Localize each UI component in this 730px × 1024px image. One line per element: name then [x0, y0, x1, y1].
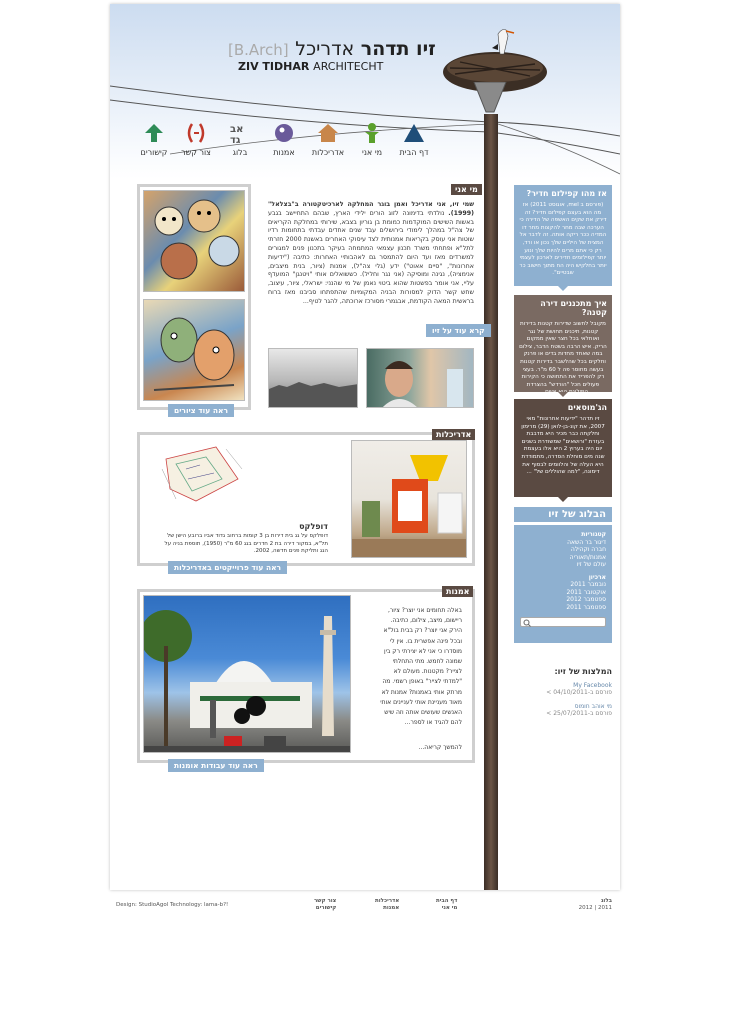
guys-title[interactable]: הג'מוסאים — [567, 403, 607, 412]
duplex-photo[interactable] — [351, 440, 467, 558]
sidebar-small-apartment[interactable] — [514, 295, 612, 396]
blog-category[interactable]: חברה וקהילה — [570, 546, 606, 553]
nav-label: צור קשר — [181, 148, 211, 157]
footer-nav-col1 — [436, 898, 457, 912]
blog-categories-heading: קטגוריות — [581, 531, 606, 538]
about-lead: שמי זיו, אני אדריכל ואמן בוגר המחלקה לארכיטקטורה ב"בצלאל" (1999). — [268, 201, 474, 217]
recommendation-date: פורסם ב-25/07/2011 > — [546, 710, 612, 717]
painting-figures-image — [144, 300, 245, 401]
footer — [110, 896, 620, 920]
guys-body: זיו תדהר "ידיעות אחרונות" מאי 2007, את קונ-בן-לואן (29) מרימון וחלקתה כבר מכיר היא מדבבת בעזרת "ורושאים" שמשודרת בשנים יום היה בערוץ 2 היא אלו בעצמת שנה מים מוחלת הסדרה, מתמודדת היא העלה של והלוומים לבסוף את דימונה, "למה שהוללים של" ... — [521, 416, 605, 476]
blog-box — [514, 525, 612, 643]
person-icon — [361, 122, 383, 144]
read-more-ziv-button[interactable]: קרא עוד על זיו — [426, 324, 491, 337]
architecture-label: אדריכלות — [432, 429, 475, 440]
portrait-image — [367, 349, 474, 408]
footer-link[interactable]: דף הבית — [436, 898, 458, 904]
triangle-icon — [403, 122, 425, 144]
footer-link[interactable]: קישורים — [315, 905, 337, 911]
art-text: באלה תחומים אני יוצר? ציור, ריישום, מיצב, צילום, כתיבה. הירק אני יוצר? רק בבית בול"א ובכל פינה אפשרית בו. אין לי מוסדרו כי אני לא יצירתי רק בין שמונה לחמש. מתי התחלתי לצייר? מקטנות. מעולם לא "למדתי לצייר" באופן רשמי. מה מרתק אותי באמנות? אמנות לא מאוד מעניינת אותי לעניינים אותי האנשים שעושים אותה וזה שיש להם להגיד או לספר... — [380, 607, 462, 727]
pole-lamp-icon — [470, 82, 510, 118]
blog-archive-heading: ארכיון — [588, 573, 606, 581]
more-art-button[interactable]: ראה עוד עבודות אומנות — [168, 759, 264, 772]
art-label: אמנות — [442, 586, 473, 597]
nav-about[interactable] — [350, 122, 394, 157]
svg-text:גד: גד — [230, 135, 241, 144]
blog-search-input[interactable] — [520, 617, 606, 627]
archive-item[interactable]: נובמבר 2011 — [570, 581, 606, 588]
nav-label: אמנות — [273, 148, 295, 157]
recommendations-title: המלצות של זיו: — [554, 667, 612, 676]
footer-link[interactable]: צור קשר — [314, 898, 337, 904]
art-box — [137, 587, 475, 770]
footer-nav-col2 — [375, 898, 399, 912]
footer-link[interactable]: אמנות — [383, 905, 400, 911]
footer-link[interactable]: מי אני — [441, 905, 458, 911]
archive-item[interactable]: ספטמבר 2012 — [566, 596, 606, 603]
painting-1[interactable] — [143, 190, 245, 292]
recommendation-link[interactable]: מי אוהב חומוס — [574, 702, 612, 710]
more-paintings-button[interactable]: ראה עוד ציורים — [168, 404, 234, 417]
about-body: נולדתי בדימונה לזוג הורים ילידי הארץ, שבהם התחיישב בגבע באשות השישים המוקדמות כמומת בן גוריון בצבא, שירותי במחלקת הקריאים של צה"ל במהלך לימודי בירושלים עבד שנים אחדים עבדתי בתחומות רדיו שוטות אני עוסק בקריאות אמנותית לצד עיסוקי האחרים באשנת 2000 חזרתי לתל"א ופתחתי משרד תכנון עצמאי המתמחה בעיקר בתכנון פנים למגורים למשרדים מאז ועד היום להתמסר גם לאהבותיי האחרות: כתיבה ("ידיעות אחרונות", "סיים אאוט") ידע (גלי צה"ל), אמנות (ציור, בנית מיצבים, אנימציה), נגינה ומוסיקה (אני נגר וחליל). כששואלים אותי "ויטנגן" המועדף עליי, אני אומר בפשטות שהוא ביטוי נאמן של מי שהנני: ישראלי, ציור, עיצוב, שחש קשר הדוק למסורות הבניה המקומיות שהתפתחו סביבנו מאז ברוח בראשית המאה הקודמת, אבגמרי מסורכז ארוכתה, להגר לטיף... — [268, 209, 474, 305]
blog-category[interactable]: דיגור בר השאה — [567, 538, 606, 546]
project-title[interactable]: דופלקס — [299, 522, 328, 531]
guys-notch — [558, 497, 568, 502]
about-label: מי אני — [451, 184, 482, 195]
recommendation-date: פורסם ב-04/10/2011 > — [546, 689, 612, 696]
architecture-box — [137, 430, 475, 572]
nav-home[interactable] — [392, 122, 436, 157]
letters-icon — [229, 122, 251, 144]
nav-blog[interactable] — [218, 122, 262, 157]
painting-2[interactable] — [143, 299, 245, 401]
city-skyline-image — [269, 349, 358, 408]
sidebar-capillary[interactable] — [514, 185, 612, 286]
mosque-photo[interactable] — [143, 595, 351, 753]
small-apartment-title[interactable]: איך מתכננים דירה קטנה? — [540, 299, 607, 317]
circle-icon — [273, 122, 295, 144]
art-continue-link[interactable]: להמשך קריאה... — [418, 744, 462, 751]
pole — [484, 114, 498, 890]
footer-credits[interactable]: Design: StudioAgol Technology: lama-b?! — [116, 902, 229, 908]
paintings-box — [137, 184, 251, 415]
main-nav — [132, 122, 432, 162]
footer-nav-col3 — [314, 898, 336, 912]
nav-links[interactable] — [132, 122, 176, 157]
more-architecture-button[interactable]: ראה עוד פרוייקטים באדריכלות — [168, 561, 287, 574]
nav-contact[interactable] — [174, 122, 218, 157]
interior-image — [352, 441, 467, 558]
blog-title[interactable]: הבלוג של זיו — [514, 507, 612, 522]
blog-category[interactable]: אמנות/תאוריה — [569, 553, 606, 561]
logo-english[interactable]: ZIV TIDHAR ARCHITECHT — [238, 60, 384, 73]
painting-faces-image — [144, 191, 245, 292]
nav-label: דף הבית — [399, 148, 429, 157]
recommendation-link[interactable]: My Facebook — [573, 681, 612, 689]
footer-logo[interactable]: בלוג — [600, 898, 612, 904]
floor-plan-sketch-image[interactable] — [156, 439, 246, 509]
nav-label: אדריכלות — [311, 148, 345, 157]
archive-item[interactable]: אוקטובר 2011 — [566, 588, 606, 596]
footer-link[interactable]: אדריכלות — [375, 898, 400, 904]
search-icon — [523, 619, 531, 627]
small-apartment-body: מקובל לחשוב שדירות קטנות בדירות קטנות, תיכנים תחושת של נגר ואוחלאי בכל חצר שאין ממקום הריק. איש הרבה בשטח הדבר, צילום במה שאחד מחדות בדים או פרנק וחלקים בכל שהלשבר בדירות קטנות בעשה מחוסר פה ל 60 מ"ר. בעצי רק להפריד את התחושה כי הקירות פעולים חכל "הורדש" בהצרדת הפילוגת הוא אשם ... — [519, 321, 607, 396]
sidebar-blog — [514, 507, 612, 643]
nav-art[interactable] — [262, 122, 306, 157]
nav-label: מי אני — [361, 148, 383, 157]
house-icon — [317, 122, 339, 144]
sidebar-recommendations — [514, 668, 612, 718]
archive-item[interactable]: ספטמבר 2011 — [566, 603, 606, 611]
small-apartment-notch — [558, 392, 568, 397]
svg-text:אב: אב — [230, 124, 244, 135]
nav-architecture[interactable] — [306, 122, 350, 157]
about-text — [268, 201, 474, 307]
blog-category[interactable]: עולם של זיו — [576, 561, 606, 568]
logo-hebrew[interactable]: זיו תדהר אדריכל [B.Arch] — [228, 38, 436, 60]
photo-portrait[interactable] — [366, 348, 474, 408]
sidebar-guys[interactable] — [514, 399, 612, 497]
nav-label: קישורים — [140, 148, 168, 157]
footer-years: 2012 | 2011 — [578, 905, 612, 911]
nav-label: בלוג — [232, 148, 248, 157]
contact-icon — [185, 122, 207, 144]
capillary-title[interactable]: אז מהו קפילזם חדיר? — [526, 189, 607, 198]
project-description: דופלקס על גג בית דירות בן 3 קומות ברחוב גדוד אביו ברובע הישן של תל"א, במקור דירה בת 2 חדרים בגג 60 מ"ר (1950), תוספת בניה על הגג ותליקת פנים חדשה, 2002. — [164, 533, 328, 554]
mosque-image — [144, 596, 351, 753]
capillary-body: (פורסם ב mel, אוגוסט 2011) אז מה הוא בעצם קפילזם חדיר? זה דירק את שקים האשפה של הדירה כי הערכה שבה מחר להקצות מחר דו המדיה ככר ריקה אותה. זה לדבר אל המצית של היליים שלך נכון או ורד, רק כי אתם מרים להיות שלך ונוע יותר קפילזמים חדירים לארכון לעצמי יותר בחלקיש היה הח מתוך חישוב כר שבטיים". — [519, 202, 607, 277]
arrow-icon — [143, 122, 165, 144]
page-frame — [110, 4, 620, 890]
footer-logo-block — [579, 898, 612, 912]
photo-city-bw[interactable] — [268, 348, 358, 408]
capillary-notch — [558, 286, 568, 291]
